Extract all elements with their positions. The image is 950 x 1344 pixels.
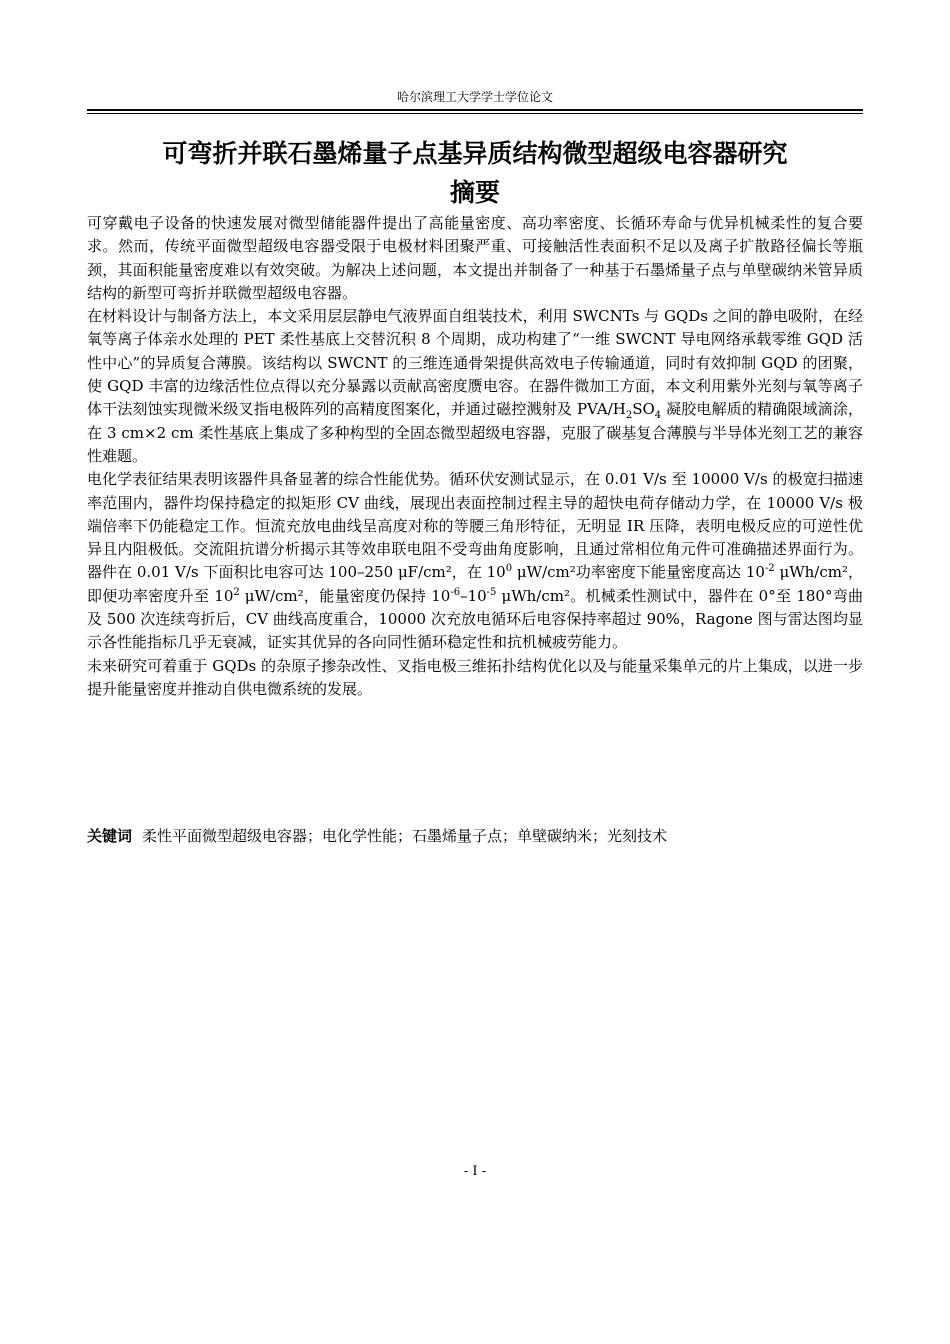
keywords-label: 关键词	[87, 827, 133, 845]
page-number: - I -	[463, 1164, 487, 1179]
paragraph-2-text-c: 凝胶电解质的精确限域滴涂，在 3 cm×2 cm 柔性基底上集成了多种构型的全固态微型超级电容器，克服了碳基复合薄膜与半导体光刻工艺的兼容性难题。	[87, 400, 863, 465]
abstract-paragraph-3	[87, 468, 863, 654]
paragraph-3-text-f: μWh/cm²。机械柔性测试中，器件在 0°至 180°弯曲及 500 次连续弯折后，CV 曲线高度重合，10000 次充放电循环后电容保持率超过 90%，Ragone 图与雷达图均显示各性能指标几乎无衰减，证实其优异的各向同性循环稳定性和抗机械疲劳能力。	[87, 586, 863, 652]
subscript-4: 4	[654, 410, 662, 422]
keywords-line	[87, 825, 863, 847]
subscript-2: 2	[625, 410, 633, 422]
paragraph-3-text-d: μW/cm²，能量密度仍保持 10	[239, 586, 451, 605]
superscript-minus-2: -2	[764, 563, 775, 575]
paragraph-3-text-e: –10	[460, 586, 487, 605]
superscript-2: 2	[233, 586, 240, 598]
superscript-minus-6: -6	[450, 586, 461, 598]
abstract-body	[87, 212, 863, 701]
abstract-heading: 摘要	[449, 178, 500, 207]
superscript-minus-5: -5	[486, 586, 497, 598]
abstract-paragraph-1: 可穿戴电子设备的快速发展对微型储能器件提出了高能量密度、高功率密度、长循环寿命与优异机械柔性的复合要求。然而，传统平面微型超级电容器受限于电极材料团聚严重、可接触活性表面积不足以及离子扩散路径偏长等瓶颈，其面积能量密度难以有效突破。为解决上述问题，本文提出并制备了一种基于石墨烯量子点与单壁碳纳米管异质结构的新型可弯折并联微型超级电容器。	[87, 214, 863, 302]
paragraph-2-text-a: 在材料设计与制备方法上，本文采用层层静电气液界面自组装技术，利用 SWCNTs 与 GQDs 之间的静电吸附，在经氧等离子体亲水处理的 PET 柔性基底上交替沉积 8 个周期，成功构建了“一维 SWCNT 导电网络承载零维 GQD 活性中心”的异质复合薄膜。该结构以 SWCNT 的三维连通骨架提供高效电子传输通道，同时有效抑制 GQD 的团聚，使 GQD 丰富的边缘活性位点得以充分暴露以贡献高密度赝电容。在器件微加工方面，本文利用紫外光刻与氧等离子体干法刻蚀实现微米级叉指电极阵列的高精度图案化，并通过磁控溅射及 PVA/H	[87, 307, 863, 419]
abstract-paragraph-2	[87, 305, 863, 468]
header-rule	[87, 109, 863, 111]
paragraph-3-text-a: 电化学表征结果表明该器件具备显著的综合性能优势。循环伏安测试显示，在 0.01 V/s 至 10000 V/s 的极宽扫描速率范围内，器件均保持稳定的拟矩形 CV 曲线，展现出表面控制过程主导的超快电荷存储动力学，在 10000 V/s 极端倍率下仍能稳定工作。恒流充放电曲线呈高度对称的等腰三角形特征，无明显 IR 压降，表明电极反应的可逆性优异且内阻极低。交流阻抗谱分析揭示其等效串联电阻不受弯曲角度影响，且通过常相位角元件可准确描述界面行为。器件在 0.01 V/s 下面积比电容可达 100–250 μF/cm²，在 10	[87, 470, 863, 582]
thesis-title: 可弯折并联石墨烯量子点基异质结构微型超级电容器研究	[162, 139, 788, 168]
paragraph-3-text-b: μW/cm²功率密度下能量密度高达 10	[512, 563, 765, 582]
running-header: 哈尔滨理工大学学士学位论文	[396, 90, 553, 104]
superscript-0: 0	[505, 563, 513, 575]
header-rule-thin	[87, 113, 863, 114]
paragraph-2-text-b: SO	[632, 400, 655, 419]
keywords-text: 柔性平面微型超级电容器；电化学性能；石墨烯量子点；单壁碳纳米；光刻技术	[142, 827, 668, 845]
abstract-paragraph-4: 未来研究可着重于 GQDs 的杂原子掺杂改性、叉指电极三维拓扑结构优化以及与能量采集单元的片上集成，以进一步提升能量密度并推动自供电微系统的发展。	[87, 656, 863, 698]
paragraph-3-text-c: μWh/cm²，即便功率密度升至 10	[87, 563, 863, 605]
